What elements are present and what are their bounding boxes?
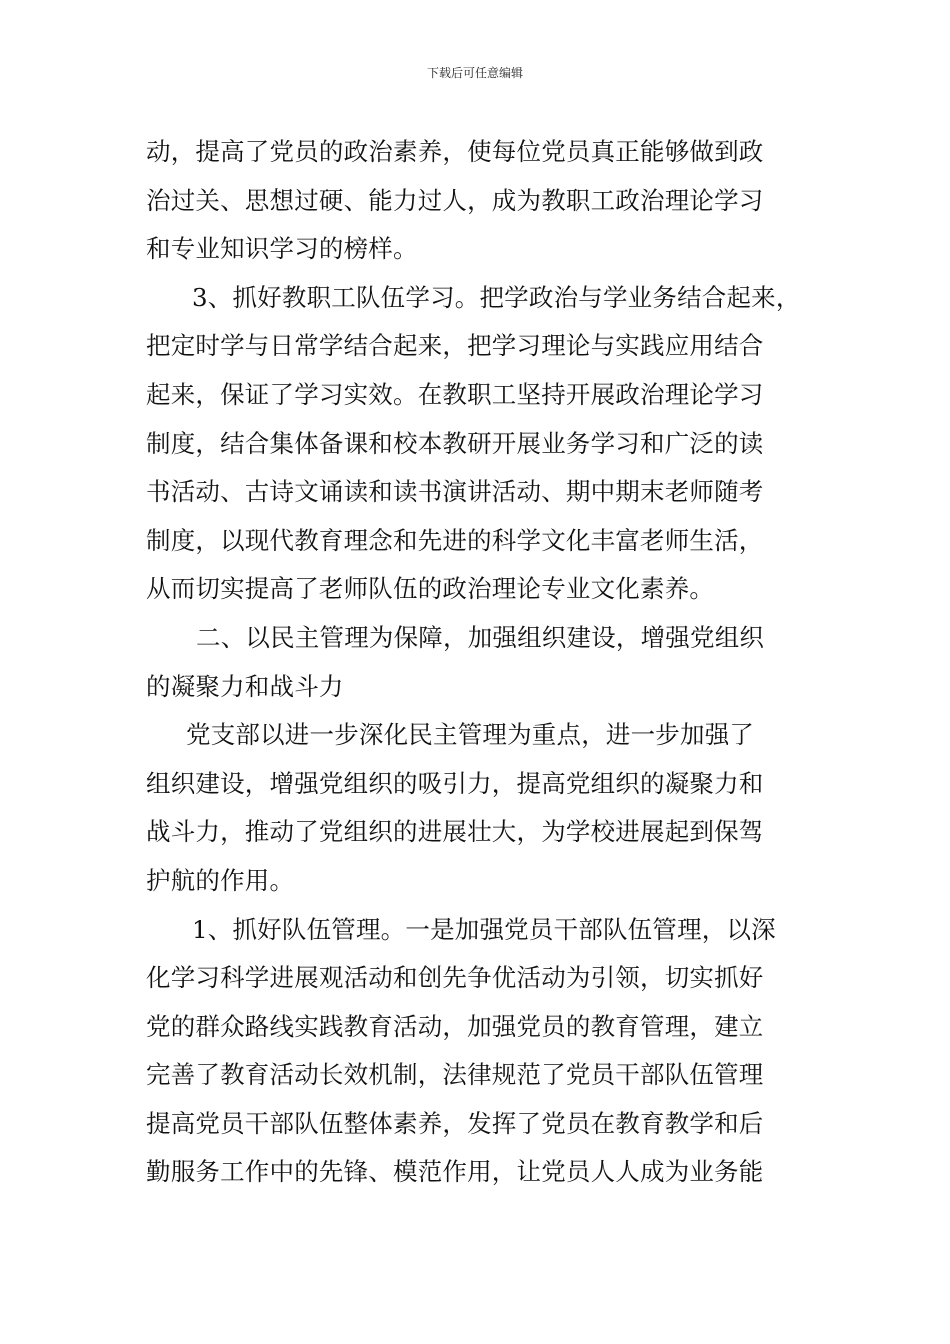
section-heading-line: 二、以民主管理为保障，加强组织建设，增强党组织 (196, 622, 765, 652)
text-line: 起来，保证了学习实效。在教职工坚持开展政治理论学习 (146, 379, 764, 409)
text-line: 制度，结合集体备课和校本教研开展业务学习和广泛的读 (146, 428, 764, 458)
page-header: 下载后可任意编辑 (426, 66, 523, 80)
text-line: 化学习科学进展观活动和创先争优活动为引领，切实抓好 (146, 963, 764, 993)
text-line: 动，提高了党员的政治素养，使每位党员真正能够做到政 (146, 137, 764, 166)
text-line: 护航的作用。 (146, 865, 295, 895)
text-line: 战斗力，推动了党组织的进展壮大，为学校进展起到保驾 (146, 817, 764, 847)
section-heading-line: 的凝聚力和战斗力 (146, 671, 344, 701)
text-line: 治过关、思想过硬、能力过人，成为教职工政治理论学习 (146, 185, 764, 215)
text-line: 组织建设，增强党组织的吸引力，提高党组织的凝聚力和 (146, 768, 764, 798)
text-line: 制度，以现代教育理念和先进的科学文化丰富老师生活， (146, 525, 764, 555)
text-line: 3、抓好教职工队伍学习。把学政治与学业务结合起来， (192, 282, 801, 312)
text-line: 党支部以进一步深化民主管理为重点，进一步加强了 (186, 720, 755, 750)
text-line: 从而切实提高了老师队伍的政治理论专业文化素养。 (146, 574, 715, 604)
text-line: 书活动、古诗文诵读和读书演讲活动、期中期末老师随考 (146, 477, 764, 507)
text-line: 党的群众路线实践教育活动，加强党员的教育管理，建立 (146, 1011, 764, 1041)
text-line: 把定时学与日常学结合起来，把学习理论与实践应用结合 (146, 331, 764, 361)
text-line: 完善了教育活动长效机制，法律规范了党员干部队伍管理 (146, 1060, 764, 1090)
text-line: 勤服务工作中的先锋、模范作用，让党员人人成为业务能 (146, 1157, 764, 1187)
text-line: 1、抓好队伍管理。一是加强党员干部队伍管理，以深 (192, 914, 776, 944)
text-line: 提高党员干部队伍整体素养，发挥了党员在教育教学和后 (146, 1108, 764, 1138)
document-body (146, 128, 806, 1197)
text-line: 和专业知识学习的榜样。 (146, 234, 418, 264)
